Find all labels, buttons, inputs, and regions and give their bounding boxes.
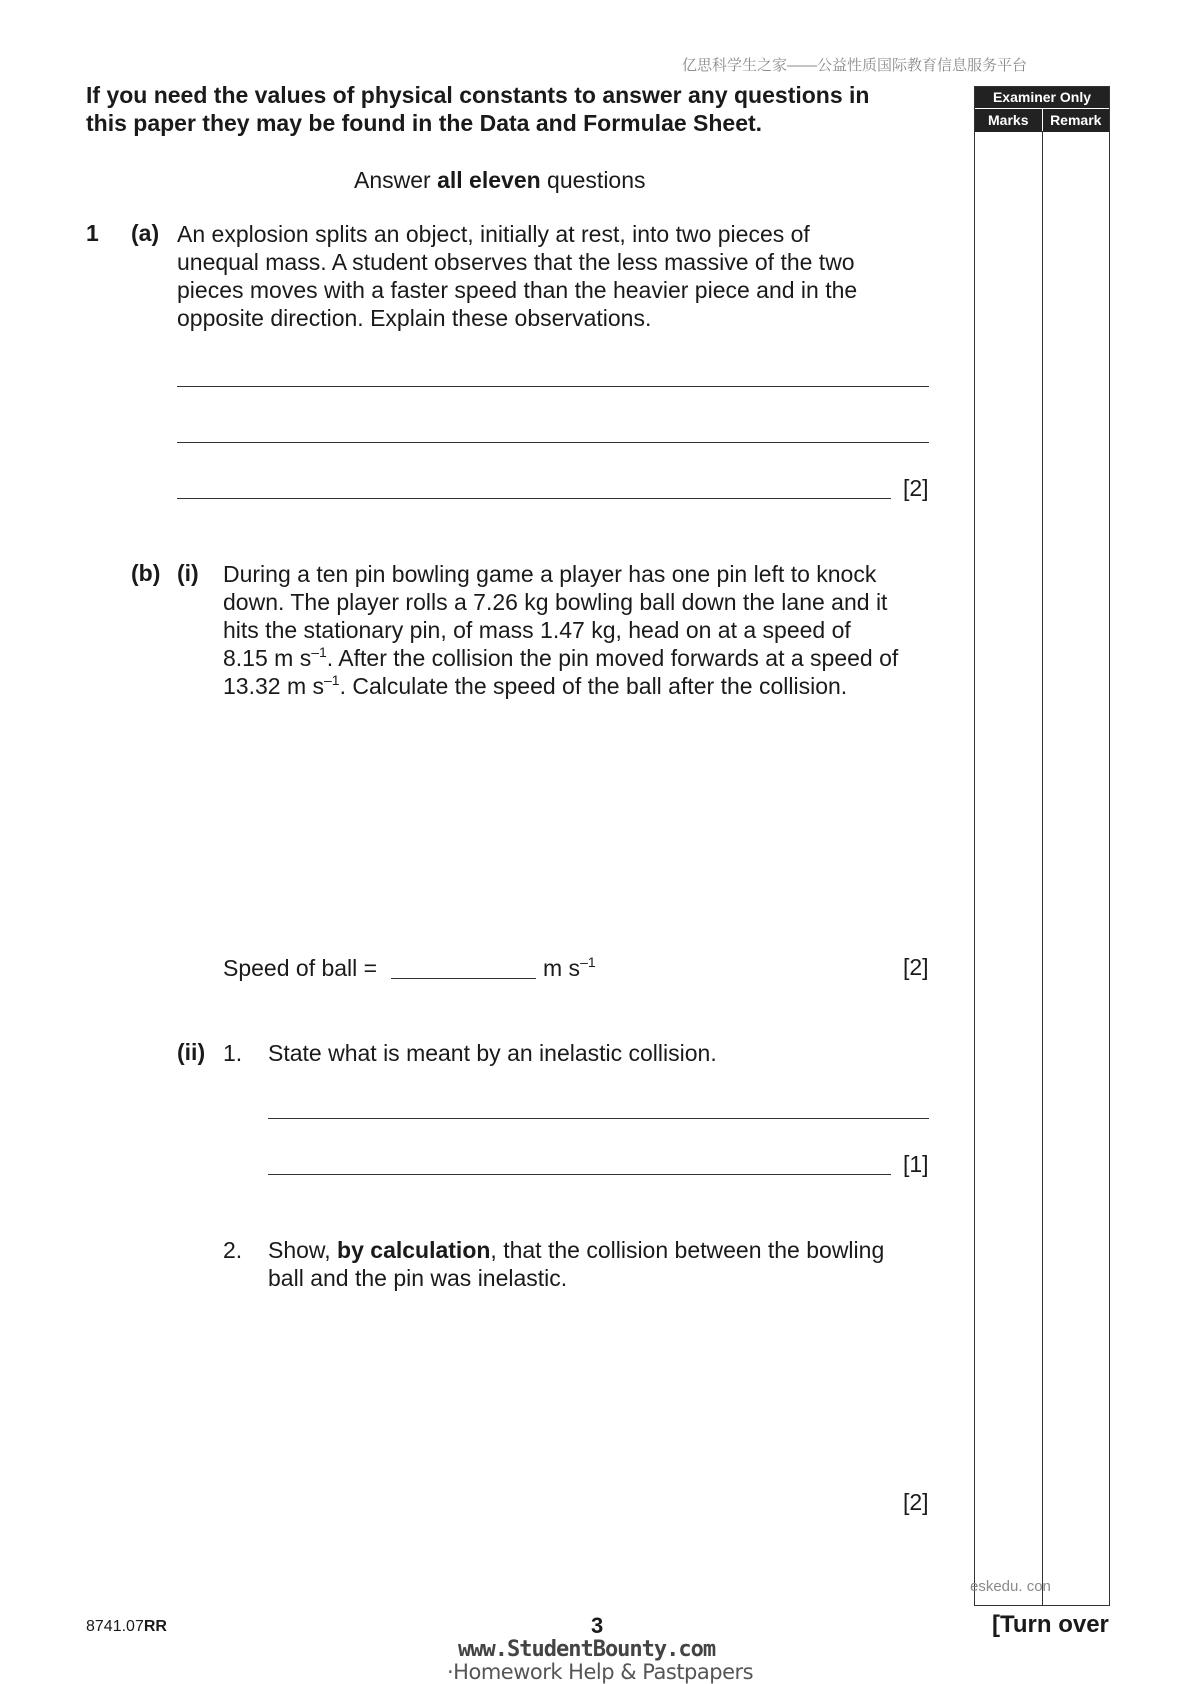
subpart-2-number: 2. [223, 1237, 243, 1263]
answer-line[interactable] [177, 386, 929, 387]
intro-bold: all eleven [437, 167, 541, 193]
intro-pre: Answer [354, 167, 438, 193]
intro-line [354, 166, 646, 194]
text-run: . Calculate the speed of the ball after the collision. [339, 673, 848, 699]
examiner-only-heading: Examiner Only [975, 87, 1109, 108]
code-suffix: RR [143, 1618, 167, 1635]
examiner-column [974, 86, 1110, 1606]
part-b-i-label: (i) [177, 560, 199, 586]
part-b-label: (b) [131, 560, 161, 586]
header-line-1: If you need the values of physical constants to answer any questions in [86, 82, 870, 108]
answer-line[interactable] [268, 1174, 891, 1175]
examiner-subheadings [975, 108, 1109, 132]
speed-answer-label: Speed of ball = [223, 955, 378, 981]
subpart-1-text: State what is meant by an inelastic collision. [268, 1040, 717, 1066]
answer-line[interactable] [177, 498, 891, 499]
unit-exponent: –1 [580, 954, 596, 970]
watermark-eskedu: eskedu. con [970, 1578, 1051, 1595]
part-b-i-line [223, 672, 898, 700]
answer-line[interactable] [177, 442, 929, 443]
marks-label: [2] [903, 954, 929, 980]
bold-run: by calculation [337, 1237, 491, 1263]
part-b-i-text [223, 560, 898, 700]
marks-label: [2] [903, 1489, 929, 1515]
part-b-ii-label: (ii) [177, 1039, 206, 1065]
part-a-label: (a) [131, 220, 160, 246]
unit-exponent: –1 [324, 672, 340, 688]
part-a-line: An explosion splits an object, initially at rest, into two pieces of [177, 221, 810, 247]
unit-exponent: –1 [311, 644, 327, 660]
header-line-2: this paper they may be found in the Data and Formulae Sheet. [86, 110, 763, 136]
speed-value: 8.15 m s [223, 645, 312, 671]
paper-code [86, 1618, 167, 1636]
watermark-top: 亿思科学生之家——公益性质国际教育信息服务平台 [682, 57, 1028, 74]
subpart-2-line: ball and the pin was inelastic. [268, 1265, 568, 1291]
part-a-line: opposite direction. Explain these observations. [177, 305, 652, 331]
answer-line[interactable] [268, 1118, 929, 1119]
subpart-2-line [268, 1236, 884, 1264]
page-number: 3 [591, 1613, 604, 1638]
subpart-2-text [268, 1236, 884, 1292]
studentbounty-watermark-line-1: www.StudentBounty.com [458, 1637, 716, 1662]
speed-value: 13.32 m s [223, 673, 324, 699]
unit-text: m s [543, 955, 581, 981]
marks-heading: Marks [975, 109, 1043, 132]
question-number: 1 [86, 220, 99, 246]
intro-post: questions [540, 167, 646, 193]
part-b-i-line: hits the stationary pin, of mass 1.47 kg, head on at a speed of [223, 617, 851, 643]
part-a-line: unequal mass. A student observes that the less massive of the two [177, 249, 855, 275]
marks-label: [1] [903, 1151, 929, 1177]
subpart-1-number: 1. [223, 1040, 243, 1066]
part-a-text [177, 220, 857, 332]
part-b-i-line: down. The player rolls a 7.26 kg bowling ball down the lane and it [223, 589, 888, 615]
part-a-line: pieces moves with a faster speed than the heavier piece and in the [177, 277, 858, 303]
speed-answer-line[interactable] [391, 978, 536, 979]
part-b-i-line [223, 644, 898, 672]
header-instructions [86, 81, 869, 137]
code-number: 8741.07 [86, 1618, 144, 1635]
text-run: Show, [268, 1237, 338, 1263]
marks-label: [2] [903, 475, 929, 501]
studentbounty-watermark-line-2: ·Homework Help & Pastpapers [447, 1660, 754, 1684]
turn-over: [Turn over [992, 1611, 1109, 1638]
text-run: . After the collision the pin moved forwards at a speed of [326, 645, 899, 671]
remark-heading: Remark [1050, 112, 1102, 128]
part-b-i-line: During a ten pin bowling game a player has one pin left to knock [223, 561, 877, 587]
text-run: , that the collision between the bowling [490, 1237, 885, 1263]
examiner-column-divider [1042, 131, 1043, 1605]
speed-answer-unit [543, 954, 596, 982]
